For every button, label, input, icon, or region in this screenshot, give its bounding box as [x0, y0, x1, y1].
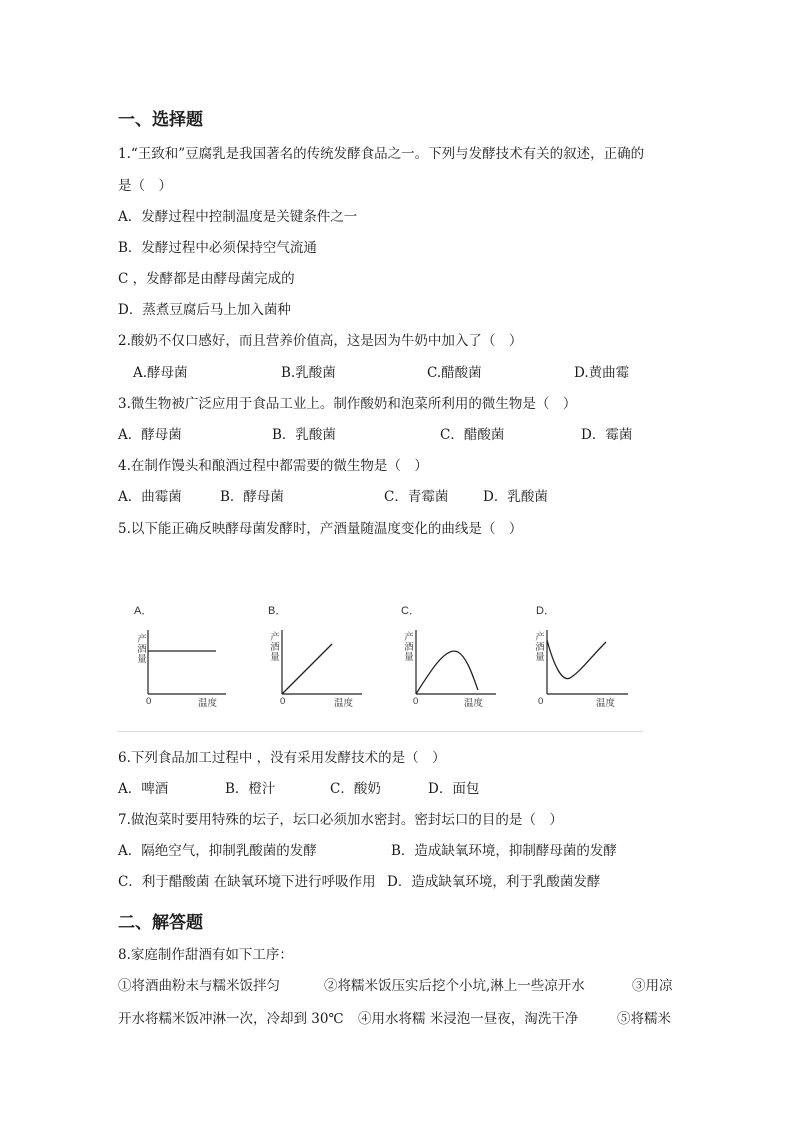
question-5-text: 5.以下能正确反映酵母菌发酵时，产酒量随温度变化的曲线是（ ）: [118, 521, 523, 537]
divider: [118, 731, 643, 732]
question-1-option-d[interactable]: D．蒸煮豆腐后马上加入菌种: [118, 302, 291, 318]
question-3-option-b[interactable]: B．乳酸菌: [272, 427, 336, 443]
graph-a-origin: 0: [146, 696, 152, 707]
question-3-option-d[interactable]: D．霉菌: [581, 427, 633, 443]
question-4-option-b[interactable]: B．酵母菌: [220, 489, 284, 505]
question-4-option-a[interactable]: A．曲霉菌: [118, 489, 182, 505]
graph-d-xlabel: 温度: [596, 698, 616, 709]
graph-c-ylabel: 产酒量: [404, 632, 414, 663]
graph-c-label: C．: [401, 605, 420, 617]
graph-d-curve: [547, 640, 606, 679]
graph-c-origin: 0: [413, 696, 419, 707]
graph-option-b[interactable]: [262, 600, 372, 715]
graph-a-label: A．: [134, 605, 153, 617]
question-8-step-5: ⑤将糯米: [617, 1011, 671, 1027]
question-1-text: 1.“王致和”豆腐乳是我国著名的传统发酵食品之一。下列与发酵技术有关的叙述，正确的: [118, 146, 645, 162]
question-8-step-3-cont: 开水将糯米饭冲淋一次，冷却到 30℃: [118, 1011, 344, 1027]
question-2-text: 2.酸奶不仅口感好，而且营养价值高，这是因为牛奶中加入了（ ）: [118, 333, 523, 349]
question-1-option-c[interactable]: C ，发酵都是由酵母菌完成的: [118, 271, 295, 287]
graph-b-origin: 0: [280, 696, 286, 707]
question-1-option-b[interactable]: B．发酵过程中必须保持空气流通: [118, 240, 317, 256]
question-8-text: 8.家庭制作甜酒有如下工序：: [118, 947, 293, 963]
question-2-option-d[interactable]: D.黄曲霉: [574, 365, 630, 381]
question-1-text-cont: 是（ ）: [118, 178, 172, 194]
question-7-option-a[interactable]: A．隔绝空气，抑制乳酸菌的发酵: [118, 843, 317, 859]
graph-d-label: D．: [536, 605, 555, 617]
graph-d-ylabel: 产酒量: [535, 632, 545, 663]
graph-option-c[interactable]: [396, 600, 506, 715]
question-4-text: 4.在制作馒头和酿酒过程中都需要的微生物是（ ）: [118, 458, 428, 474]
graph-c-xlabel: 温度: [464, 698, 484, 709]
question-6-option-b[interactable]: B．橙汁: [225, 781, 276, 797]
graph-b-ylabel: 产酒量: [270, 632, 280, 663]
question-8-step-4: ④用水将糯 米浸泡一昼夜，淘洗干净: [358, 1011, 579, 1027]
question-6-text: 6.下列食品加工过程中 ，没有采用发酵技术的是（ ）: [118, 750, 446, 766]
question-7-option-b[interactable]: B．造成缺氧环境，抑制酵母菌的发酵: [391, 843, 617, 859]
section-title-answer: 二、解答题: [118, 913, 203, 933]
section-title-choice: 一、选择题: [118, 110, 203, 130]
question-2-option-a[interactable]: A.酵母菌: [133, 365, 188, 381]
graph-option-a[interactable]: [128, 600, 238, 715]
question-6-option-a[interactable]: A．啤酒: [118, 781, 169, 797]
question-7-option-d[interactable]: D．造成缺氧环境，利于乳酸菌发酵: [387, 874, 601, 890]
graph-a-xlabel: 温度: [198, 698, 218, 709]
question-1-option-a[interactable]: A．发酵过程中控制温度是关键条件之一: [118, 209, 358, 225]
graph-b-label: B．: [268, 605, 287, 617]
graph-b-curve: [282, 644, 332, 694]
question-3-option-c[interactable]: C．醋酸菌: [440, 427, 505, 443]
question-8-step-3: ③用凉: [632, 978, 673, 994]
graph-d-origin: 0: [538, 696, 544, 707]
question-2-option-b[interactable]: B.乳酸菌: [281, 365, 336, 381]
question-8-step-2: ②将糯米饭压实后挖个小坑,淋上一些凉开水: [324, 978, 585, 994]
question-8-step-1: ①将酒曲粉末与糯米饭拌匀: [118, 978, 280, 994]
graph-c-curve: [416, 651, 478, 694]
question-6-option-c[interactable]: C．酸奶: [330, 781, 381, 797]
question-3-text: 3.微生物被广泛应用于食品工业上。制作酸奶和泡菜所利用的微生物是（ ）: [118, 396, 577, 412]
graph-option-d[interactable]: [530, 600, 640, 715]
graph-a-ylabel: 产酒量: [137, 634, 147, 665]
graph-b-xlabel: 温度: [334, 698, 354, 709]
question-4-option-c[interactable]: C．青霉菌: [384, 489, 449, 505]
question-6-option-d[interactable]: D．面包: [428, 781, 480, 797]
question-4-option-d[interactable]: D．乳酸菌: [483, 489, 548, 505]
question-7-option-c[interactable]: C．利于醋酸菌 在缺氧环境下进行呼吸作用: [118, 874, 376, 890]
question-3-option-a[interactable]: A．酵母菌: [118, 427, 182, 443]
question-2-option-c[interactable]: C.醋酸菌: [427, 365, 482, 381]
question-7-text: 7.做泡菜时要用特殊的坛子，坛口必须加水密封。密封坛口的目的是（ ）: [118, 812, 563, 828]
